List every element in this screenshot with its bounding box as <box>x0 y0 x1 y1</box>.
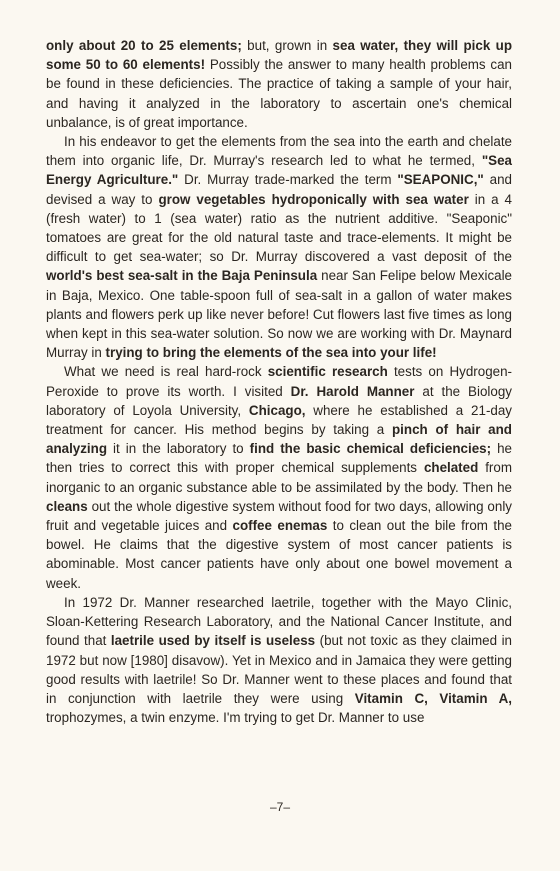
text-run: (but not toxic as they claimed in 1972 but now [1980] disavow). Yet in Mexico and in Jamaica they were getting good results with laetrile! So Dr. Manner went to these places and found that in conjunction with laetrile they were using <box>46 633 512 706</box>
bold-run: cleans <box>46 498 88 514</box>
text-run: In 1972 Dr. Manner researched laetrile, together with the Mayo Clinic, Sloan-Kettering Research Laboratory, and the National Cancer Institute, and found that <box>46 594 512 649</box>
text-run: out the whole digestive system without food for two days, allowing only fruit and vegetable juices and <box>46 498 512 534</box>
text-run: he then tries to correct this with proper chemical supplements <box>46 441 512 476</box>
text-run: but, grown in <box>241 38 333 53</box>
bold-run: coffee enemas <box>232 518 328 534</box>
text-run: trophozymes, a twin enzyme. I'm trying to get Dr. Manner to use <box>46 710 425 726</box>
bold-run: grow vegetables hydroponically with sea water <box>158 191 469 207</box>
bold-run: "SEAPONIC," <box>397 172 484 188</box>
text-run: it in the laboratory to <box>107 441 250 457</box>
text-run: and devised a way to <box>46 172 512 207</box>
text-run: where he established a 21-day treatment for cancer. His method begins by taking a <box>46 402 513 438</box>
bold-run: scientific research <box>267 364 388 380</box>
bold-run: pinch of hair and analyzing <box>46 422 512 457</box>
paragraph-2 <box>46 132 512 362</box>
paragraph-1 <box>46 36 512 132</box>
text-run: Dr. Murray trade-marked the term <box>178 172 398 188</box>
body-text <box>46 36 512 727</box>
bold-run: Dr. Harold Manner <box>290 383 415 399</box>
page-number: –7– <box>269 800 291 814</box>
bold-run: world's best sea-salt in the Baja Peninsula <box>46 268 318 284</box>
bold-run: Vitamin C, Vitamin A, <box>354 690 512 706</box>
paragraph-3 <box>46 362 512 592</box>
bold-run: "Sea Energy Agriculture." <box>46 153 512 188</box>
text-run: In his endeavor to get the elements from the sea into the earth and chelate them into organic life, Dr. Murray's research led to what he termed, <box>46 134 512 169</box>
text-run: near San Felipe below Mexicale in Baja, Mexico. One table-spoon full of sea-salt in a gallon of water makes plants and flowers perk up like never before! Cut flowers last five times as long when kept in this sea-water solution. So now we are working with Dr. Maynard Murray in <box>46 268 513 361</box>
bold-run: find the basic chemical deficiencies; <box>249 441 492 457</box>
bold-run: sea water, they will pick up some 50 to 60 elements! <box>46 38 512 73</box>
bold-run: trying to bring the elements of the sea into your life! <box>105 345 437 361</box>
text-run: in a 4 (fresh water) to 1 (sea water) ratio as the nutrient additive. "Seaponic" tomatoes are great for the old natural taste and trace-elements. It might be difficult to get sea-water; so Dr. Murray discovered a vast deposit of the <box>46 191 512 265</box>
text-run: from inorganic to an organic substance able to be assimilated by the body. Then he <box>46 460 512 495</box>
text-run: at the Biology laboratory of Loyola University, <box>46 383 512 418</box>
bold-run: Chicago, <box>248 402 306 418</box>
text-run: tests on Hydrogen-Peroxide to prove its worth. I visited <box>46 364 512 399</box>
bold-run: only about 20 to 25 elements; <box>46 38 242 53</box>
bold-run: chelated <box>423 460 479 476</box>
paragraph-4 <box>46 593 512 727</box>
text-run: Possibly the answer to many health problems can be found in these deficiencies. The practice of taking a sample of your hair, and having it analyzed in the laboratory to ascertain one's chemical unbalance, is of great importance. <box>46 57 512 130</box>
bold-run: laetrile used by itself is useless <box>110 633 316 649</box>
text-run: What we need is real hard-rock <box>64 364 268 380</box>
text-run: to clean out the bile from the bowel. He claims that the digestive system of most cancer patients is abominable. Most cancer patients have only about one bowel movement a week. <box>46 518 512 591</box>
